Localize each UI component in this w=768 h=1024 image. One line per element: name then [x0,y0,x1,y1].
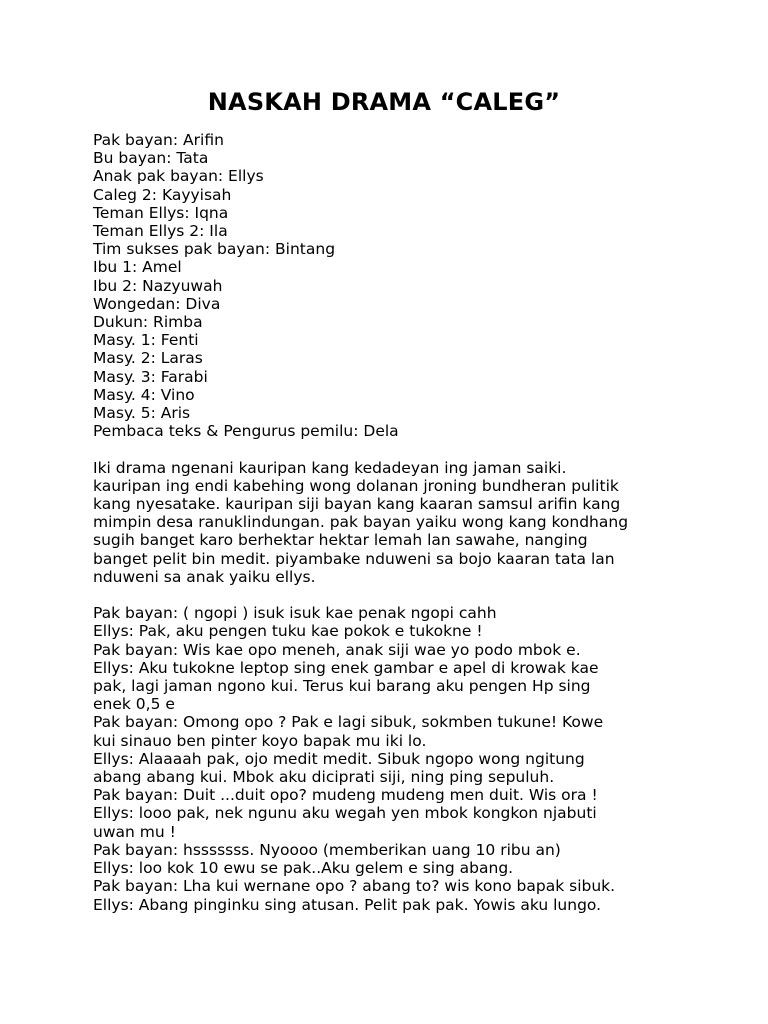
cast-line: Masy. 5: Aris [93,404,191,423]
intro-line: banget pelit bin medit. piyambake nduweni sa bojo kaaran tata lan [93,549,615,568]
intro-line: Iki drama ngenani kauripan kang kedadeyan ing jaman saiki. [93,458,567,477]
cast-line: Bu bayan: Tata [93,149,209,168]
dialogue-line: pak, lagi jaman ngono kui. Terus kui barang aku pengen Hp sing [93,677,591,696]
document-body [93,131,683,914]
dialogue-line: Pak bayan: Duit ...duit opo? mudeng mudeng men duit. Wis ora ! [93,786,598,805]
dialogue-line: Pak bayan: Wis kae opo meneh, anak siji wae yo podo mbok e. [93,640,581,659]
document-title: NASKAH DRAMA “CALEG” [207,88,561,116]
dialogue-line: Pak bayan: ( ngopi ) isuk isuk kae penak ngopi cahh [93,604,497,623]
dialogue-line: Pak bayan: Lha kui wernane opo ? abang to? wis kono bapak sibuk. [93,877,616,896]
cast-line: Wongedan: Diva [93,294,221,313]
intro-line: nduweni sa anak yaiku ellys. [93,567,316,586]
cast-line: Anak pak bayan: Ellys [93,167,264,186]
dialogue-line: uwan mu ! [93,822,176,841]
intro-paragraph [93,459,683,586]
dialogue-line: abang abang kui. Mbok aku diciprati siji, ning ping sepuluh. [93,768,555,787]
intro-line: kauripan ing endi kabehing wong dolanan jroning bundheran pulitik [93,476,619,495]
cast-line: Masy. 3: Farabi [93,367,208,386]
dialogue-line: Pak bayan: Omong opo ? Pak e lagi sibuk, sokmben tukune! Kowe [93,713,604,732]
intro-line: kang nyesatake. kauripan siji bayan kang kaaran samsul arifin kang [93,495,621,514]
cast-line: Teman Ellys 2: Ila [93,222,228,241]
dialogue-line: Ellys: Abang pinginku sing atusan. Pelit pak pak. Yowis aku lungo. [93,895,602,914]
cast-line: Tim sukses pak bayan: Bintang [93,240,336,259]
cast-line: Masy. 1: Fenti [93,331,199,350]
paragraph-gap [93,440,683,458]
intro-line: sugih banget karo berhektar hektar lemah lan sawahe, nanging [93,531,588,550]
cast-line: Pembaca teks & Pengurus pemilu: Dela [93,422,399,441]
cast-line: Ibu 1: Amel [93,258,182,277]
dialogue-line: enek 0,5 e [93,695,175,714]
cast-line: Pak bayan: Arifin [93,131,224,149]
dialogue-line: Ellys: Alaaaah pak, ojo medit medit. Sibuk ngopo wong ngitung [93,749,585,768]
dialogue-line: Ellys: Aku tukokne leptop sing enek gambar e apel di krowak kae [93,658,599,677]
cast-line: Ibu 2: Nazyuwah [93,276,223,295]
dialogue-line: kui sinauo ben pinter koyo bapak mu iki lo. [93,731,427,750]
dialogue-line: Ellys: Pak, aku pengen tuku kae pokok e tukokne ! [93,622,483,641]
dialogue-section [93,604,683,913]
dialogue-line: Pak bayan: hsssssss. Nyoooo (memberikan uang 10 ribu an) [93,840,561,859]
paragraph-gap [93,586,683,604]
cast-list [93,131,683,440]
dialogue-line: Ellys: loo kok 10 ewu se pak..Aku gelem e sing abang. [93,859,514,878]
dialogue-line: Ellys: looo pak, nek ngunu aku wegah yen mbok kongkon njabuti [93,804,597,823]
cast-line: Masy. 4: Vino [93,385,195,404]
cast-line: Teman Ellys: Iqna [93,203,229,222]
intro-line: mimpin desa ranuklindungan. pak bayan yaiku wong kang kondhang [93,513,629,532]
cast-line: Dukun: Rimba [93,313,203,332]
cast-line: Caleg 2: Kayyisah [93,185,232,204]
cast-line: Masy. 2: Laras [93,349,203,368]
